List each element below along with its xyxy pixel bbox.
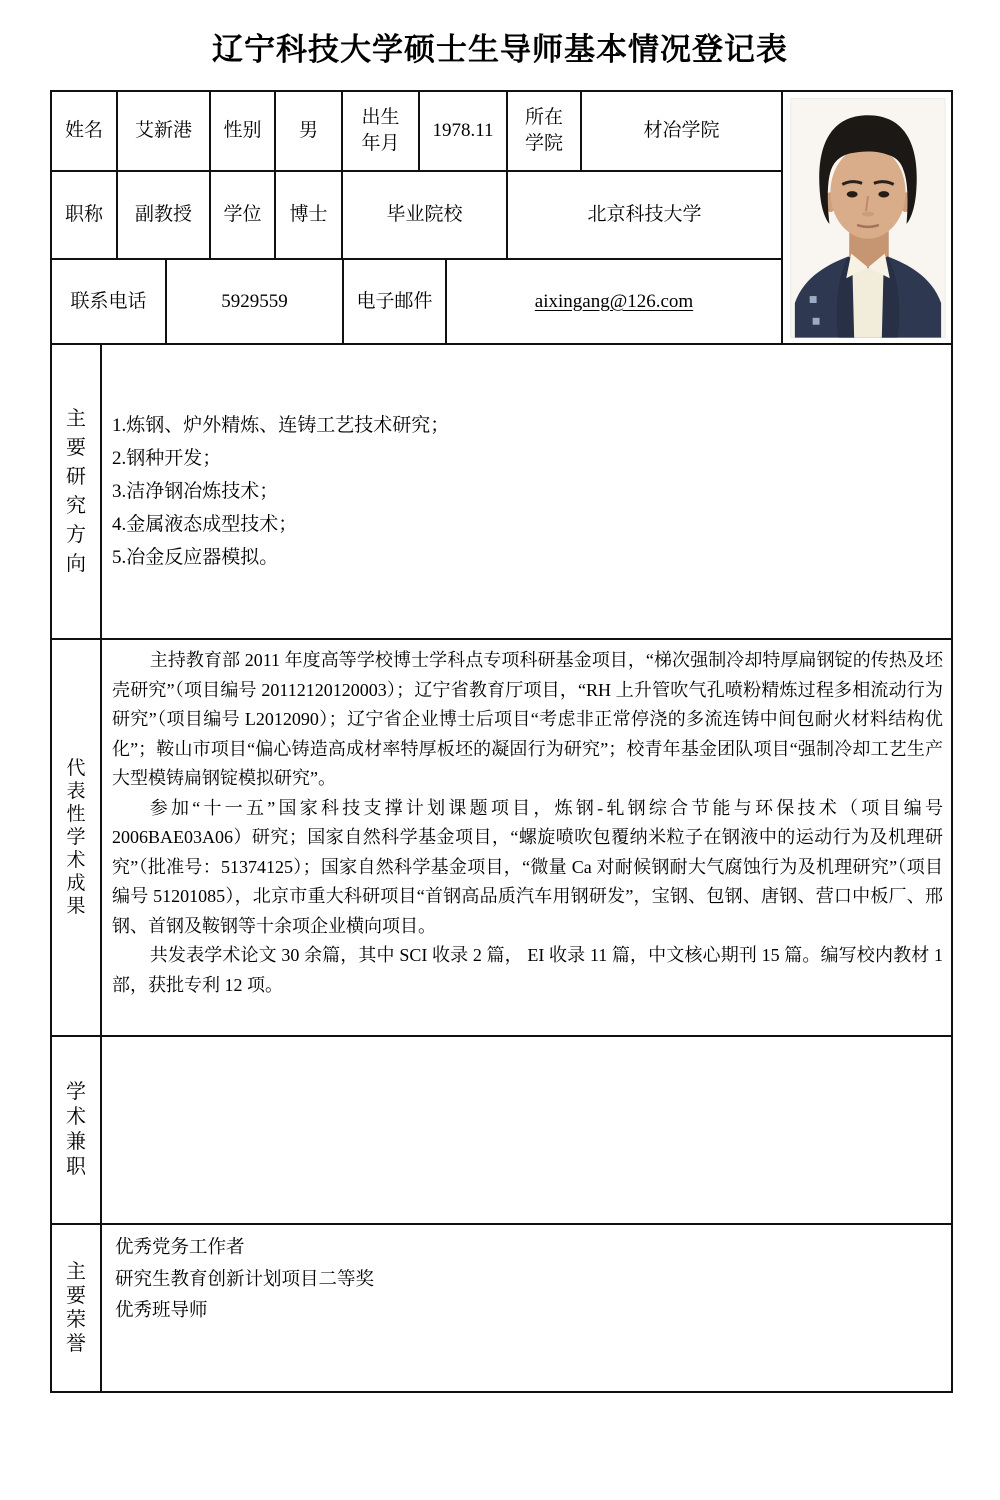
research-item: 5.冶金反应器模拟。 [112, 547, 279, 568]
phone-value: 5929559 [167, 260, 344, 345]
section-research [52, 345, 951, 640]
achievement-paragraph: 参加“十一五”国家科技支撑计划课题项目，炼钢-轧钢综合节能与环保技术（项目编号 2006BAE03A06）研究；国家自然科学基金项目，“螺旋喷吹包覆纳米粒子在钢液中的运动行为及机理研究”（批准号：51374125）；国家自然科学基金项目，“微量 Ca 对耐候钢耐大气腐蚀行为及机理研究”（项目编号 51201085），北京市重大科研项目“首钢高品质汽车用钢研发”，宝钢、包钢、唐钢、营口中板厂、邢钢、首钢及鞍钢等十余项企业横向项目。 [112, 797, 943, 936]
college-label-cell [508, 92, 582, 172]
school-value: 北京科技大学 [508, 172, 781, 260]
email-label: 电子邮件 [344, 260, 447, 345]
research-content [102, 345, 951, 638]
birth-value: 1978.11 [420, 92, 508, 172]
research-label-cell [52, 345, 102, 638]
honors-label-cell [52, 1225, 102, 1391]
honors-section-label: 主要荣誉 [66, 1261, 86, 1355]
research-item: 3.洁净钢冶炼技术； [112, 481, 279, 502]
gender-value: 男 [276, 92, 343, 172]
birth-label: 出生年月 [361, 107, 400, 154]
research-item: 4.金属液态成型技术； [112, 514, 298, 535]
achievement-paragraph: 共发表学术论文 30 余篇，其中 SCI 收录 2 篇， EI 收录 11 篇，中文核心期刊 15 篇。编写校内教材 1 部，获批专利 12 项。 [112, 945, 943, 995]
basic-info-grid [52, 92, 781, 345]
portrait-photo-drawing [783, 92, 951, 343]
college-label: 所在学院 [524, 107, 563, 154]
college-value: 材冶学院 [582, 92, 781, 172]
research-section-label: 主要研究方向 [66, 407, 86, 575]
research-item: 1.炼钢、炉外精炼、连铸工艺技术研究； [112, 415, 450, 436]
achievement-paragraph: 主持教育部 2011 年度高等学校博士学科点专项科研基金项目，“梯次强制冷却特厚扁钢锭的传热及坯壳研究”（项目编号 20112120120003）；辽宁省教育厅项目，“RH 上升管吹气孔喷粉精炼过程多相流动行为研究”（项目编号 L2012090）；辽宁省企业博士后项目“考虑非正常停浇的多流连铸中间包耐火材料结构优化”；鞍山市项目“偏心铸造高成材率特厚板坯的凝固行为研究”；校青年基金团队项目“强制冷却工艺生产大型模铸扁钢锭模拟研究”。 [112, 650, 943, 788]
section-academic-parttime [52, 1037, 951, 1225]
gender-label: 性别 [211, 92, 276, 172]
achievements-content [102, 640, 951, 1035]
phone-label: 联系电话 [52, 260, 167, 345]
email-link[interactable]: aixingang@126.com [534, 290, 694, 312]
parttime-section-label: 学术兼职 [66, 1081, 86, 1178]
row-name-gender-birth-college [52, 92, 781, 172]
honor-item: 优秀党务工作者 [115, 1238, 245, 1258]
degree-label: 学位 [211, 172, 276, 260]
row-phone-email [52, 260, 781, 345]
parttime-content [102, 1037, 951, 1223]
name-value: 艾新港 [118, 92, 211, 172]
section-honors [52, 1225, 951, 1391]
parttime-label-cell [52, 1037, 102, 1223]
email-value-cell [447, 260, 781, 345]
research-item: 2.钢种开发； [112, 448, 222, 469]
school-label: 毕业院校 [343, 172, 508, 260]
honor-item: 优秀班导师 [115, 1301, 208, 1321]
job-title-value: 副教授 [118, 172, 211, 260]
achievements-section-label: 代表性学术成果 [66, 758, 86, 917]
honor-item: 研究生教育创新计划项目二等奖 [115, 1269, 375, 1290]
page-title: 辽宁科技大学硕士生导师基本情况登记表 [212, 32, 788, 67]
basic-info-band [52, 92, 951, 345]
honors-content [102, 1225, 951, 1391]
registration-form-table [50, 90, 953, 1393]
job-title-label: 职称 [52, 172, 118, 260]
row-title-degree-school [52, 172, 781, 260]
name-label: 姓名 [52, 92, 118, 172]
portrait-photo [781, 92, 951, 345]
section-achievements [52, 640, 951, 1037]
birth-label-cell [343, 92, 420, 172]
degree-value: 博士 [276, 172, 343, 260]
achievements-label-cell [52, 640, 102, 1035]
